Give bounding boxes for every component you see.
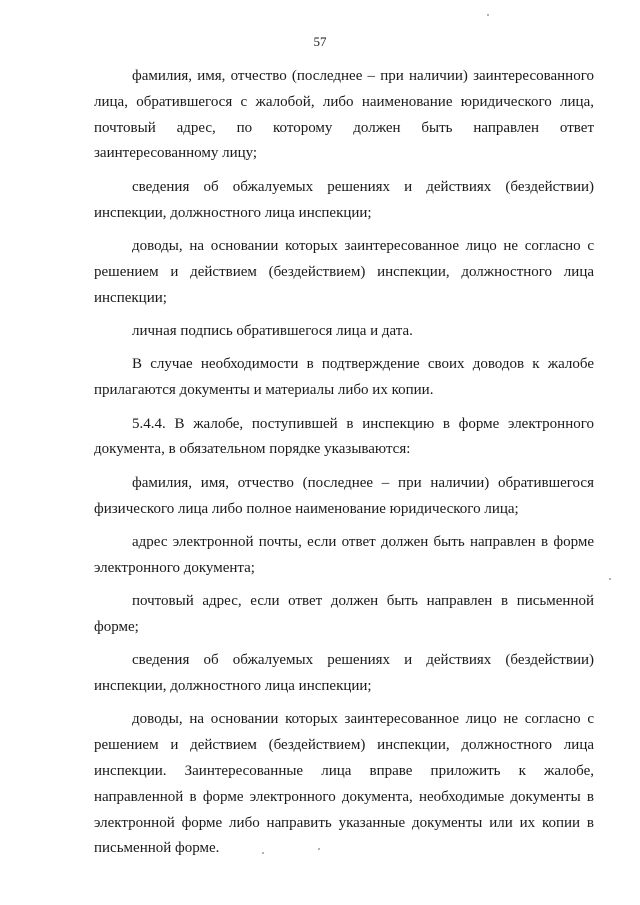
paragraph: сведения об обжалуемых решениях и действиях (бездействии) инспекции, должностного лица инспекции;: [94, 652, 594, 695]
paragraph: доводы, на основании которых заинтересованное лицо не согласно с решением и действием (бездействием) инспекции, должностного лица инспекции;: [94, 237, 594, 306]
paragraph: 5.4.4. В жалобе, поступившей в инспекцию в форме электронного документа, в обязательном порядке указываются:: [94, 415, 594, 458]
paragraph: фамилия, имя, отчество (последнее – при наличии) обратившегося физического лица либо полное наименование юридического лица;: [94, 474, 594, 517]
paragraph: доводы, на основании которых заинтересованное лицо не согласно с решением и действием (бездействием) инспекции, должностного лица инспекции. Заинтересованные лица вправе приложить к жалобе, направленной в форме электронного документа, необходимые документы в электронной форме либо направить указанные документы или их копии в письменной форме.: [94, 711, 594, 857]
paragraph: личная подпись обратившегося лица и дата.: [132, 322, 413, 339]
page-number: 57: [313, 34, 327, 49]
scan-speck: [609, 578, 611, 580]
document-body: [94, 64, 594, 870]
scan-speck: [262, 852, 264, 854]
paragraph: сведения об обжалуемых решениях и действиях (бездействии) инспекции, должностного лица инспекции;: [94, 178, 594, 221]
paragraph: почтовый адрес, если ответ должен быть направлен в письменной форме;: [94, 593, 594, 635]
paragraph: фамилия, имя, отчество (последнее – при наличии) заинтересованного лица, обратившегося с жалобой, либо наименование юридического лица, почтовый адрес, по которому должен быть направлен ответ заинтересованному лицу;: [94, 68, 594, 162]
scan-speck: [318, 848, 320, 850]
paragraph: адрес электронной почты, если ответ должен быть направлен в форме электронного документа;: [94, 533, 594, 576]
paragraph: В случае необходимости в подтверждение своих доводов к жалобе прилагаются документы и материалы либо их копии.: [94, 356, 594, 399]
scan-speck: [487, 14, 489, 16]
